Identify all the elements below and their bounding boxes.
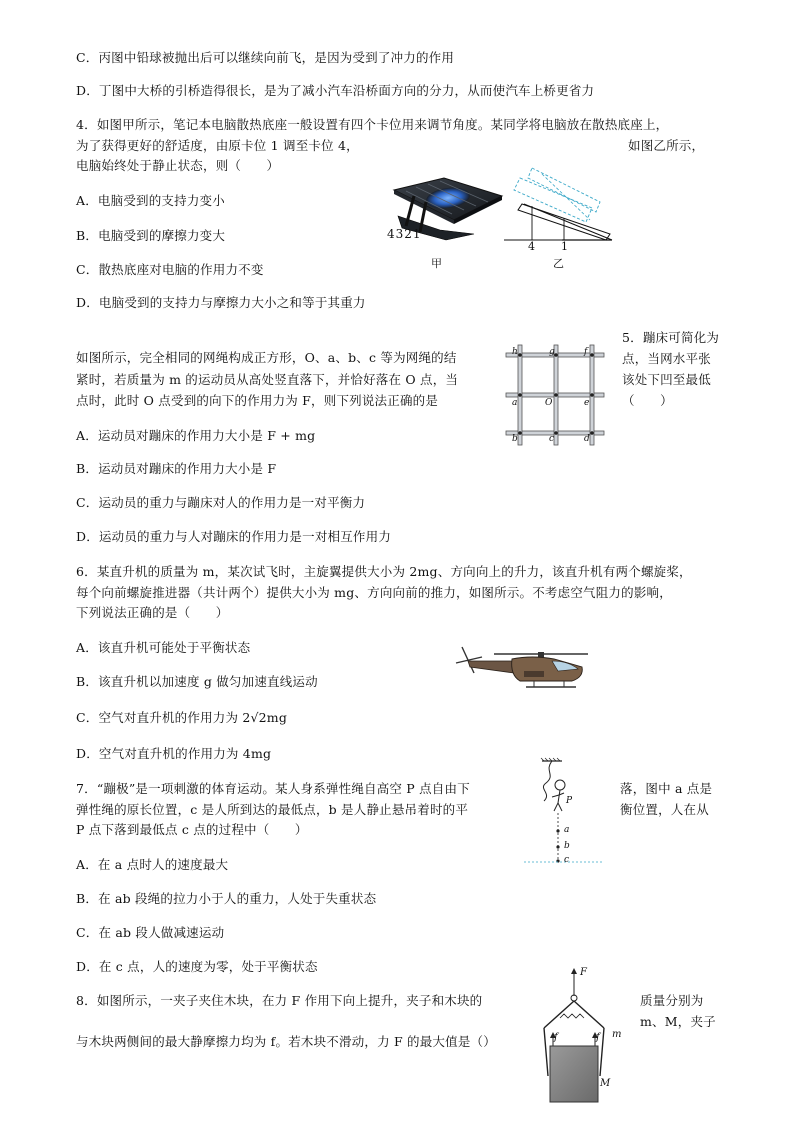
q6-stem-line2: 每个向前螺旋推进器（共计两个）提供大小为 mg、方向向前的推力，如图所示。不考虑空气阻力的影响， [76, 585, 672, 600]
q5-stem-line2: 紧时，若质量为 m 的运动员从高处竖直落下，并恰好落在 O 点，当 [76, 372, 459, 387]
q4-stem-line2-tail: 如图乙所示， [628, 138, 705, 153]
bungee-label-c: c [564, 855, 570, 865]
q4-stem-line2: 为了获得更好的舒适度，由原卡位 1 调至卡位 4， [76, 138, 359, 153]
clamp-label-M: M [600, 1078, 611, 1089]
bungee-label-a: a [564, 825, 570, 835]
q6-stem-line1: 6．某直升机的质量为 m，某次试飞时，主旋翼提供大小为 2mg、方向向上的升力，该直升机有两个螺旋桨， [76, 564, 692, 579]
q5-stem-line1: 如图所示，完全相同的网绳构成正方形，O、a、b、c 等为网绳的结 [76, 350, 457, 365]
q5-right-line1: 5．蹦床可简化为 [622, 330, 720, 345]
net-label-e: e [584, 398, 590, 408]
q4-stem-line3: 电脑始终处于静止状态，则（ ） [76, 158, 280, 173]
q8-stem-line2: 与木块两侧间的最大静摩擦力均为 f。若木块不滑动，力 F 的最大值是（） [76, 1034, 496, 1049]
q5-right-line4: （ ） [622, 393, 673, 408]
q7-option-b: B．在 ab 段绳的拉力小于人的重力，人处于失重状态 [76, 891, 377, 906]
q8-stem-line1: 8．如图所示，一夹子夹住木块，在力 F 作用下向上提升，夹子和木块的 [76, 993, 483, 1008]
q8-right-line2: m、M，夹子 [640, 1014, 716, 1029]
q3-option-c: C．丙图中铅球被抛出后可以继续向前飞，是因为受到了冲力的作用 [76, 50, 455, 65]
q7-stem-line2: 弹性绳的原长位置，c 是人所到达的最低点，b 是人静止悬吊着时的平 [76, 802, 469, 817]
q4-option-c: C．散热底座对电脑的作用力不变 [76, 262, 264, 277]
laptop-stand-slot-labels: 4321 [387, 227, 422, 241]
incline-mark-1: 1 [561, 240, 568, 253]
q5-option-a: A．运动员对蹦床的作用力大小是 F + mg [76, 428, 316, 443]
incline-figure [502, 160, 614, 244]
q5-option-b: B．运动员对蹦床的作用力大小是 F [76, 461, 277, 476]
q6-option-d: D．空气对直升机的作用力为 4mg [76, 746, 272, 761]
q4-option-b: B．电脑受到的摩擦力变大 [76, 228, 226, 243]
incline-mark-4: 4 [528, 240, 535, 253]
net-label-c: c [549, 434, 555, 444]
net-label-a: a [512, 398, 518, 408]
q7-option-c: C．在 ab 段人做减速运动 [76, 925, 225, 940]
caption-jia: 甲 [431, 257, 442, 270]
helicopter-figure [454, 641, 590, 695]
trampoline-net-figure [504, 343, 606, 447]
clamp-label-f-left: f [554, 1032, 558, 1043]
q7-option-a: A．在 a 点时人的速度最大 [76, 857, 229, 872]
q4-stem-line1: 4．如图甲所示，笔记本电脑散热底座一般设置有四个卡位用来调节角度。某同学将电脑放在散热底座上， [76, 117, 669, 132]
q5-right-line2: 点，当网水平张 [622, 351, 711, 366]
q5-stem-line3: 点时，此时 O 点受到的向下的作用力为 F，则下列说法正确的是 [76, 393, 439, 408]
q6-stem-line3: 下列说法正确的是（ ） [76, 605, 229, 620]
net-label-b: b [512, 434, 518, 444]
q4-option-d: D．电脑受到的支持力与摩擦力大小之和等于其重力 [76, 295, 366, 310]
bungee-figure [522, 757, 604, 867]
q7-right-line1: 落，图中 a 点是 [620, 781, 713, 796]
caption-yi: 乙 [553, 257, 564, 270]
q5-option-d: D．运动员的重力与人对蹦床的作用力是一对相互作用力 [76, 529, 392, 544]
q7-stem-line1: 7．“蹦极”是一项刺激的体育运动。某人身系弹性绳自高空 P 点自由下 [76, 781, 470, 796]
net-label-O: O [545, 398, 553, 408]
net-label-f: f [584, 347, 588, 357]
q4-option-a: A．电脑受到的支持力变小 [76, 193, 225, 208]
q6-option-c: C．空气对直升机的作用力为 2√2mg [76, 710, 288, 725]
q5-right-line3: 该处下凹至最低 [622, 372, 711, 387]
net-label-d: d [584, 434, 590, 444]
clamp-label-f-right: f [596, 1032, 600, 1043]
net-label-h: h [512, 347, 518, 357]
clamp-label-F: F [580, 967, 587, 978]
net-label-g: g [549, 347, 555, 357]
q6-option-b: B．该直升机以加速度 g 做匀加速直线运动 [76, 674, 318, 689]
q6-option-a: A．该直升机可能处于平衡状态 [76, 640, 251, 655]
q8-right-line1: 质量分别为 [640, 993, 704, 1008]
q7-right-line2: 衡位置，人在从 [620, 802, 709, 817]
clamp-label-m: m [612, 1029, 622, 1040]
bungee-label-b: b [564, 841, 570, 851]
q7-option-d: D．在 c 点，人的速度为零，处于平衡状态 [76, 959, 318, 974]
q3-option-d: D．丁图中大桥的引桥造得很长，是为了减小汽车沿桥面方向的分力，从而使汽车上桥更省力 [76, 83, 595, 98]
q5-option-c: C．运动员的重力与蹦床对人的作用力是一对平衡力 [76, 495, 366, 510]
bungee-label-P: P [566, 796, 573, 806]
q7-stem-line3: P 点下落到最低点 c 点的过程中（ ） [76, 822, 308, 837]
